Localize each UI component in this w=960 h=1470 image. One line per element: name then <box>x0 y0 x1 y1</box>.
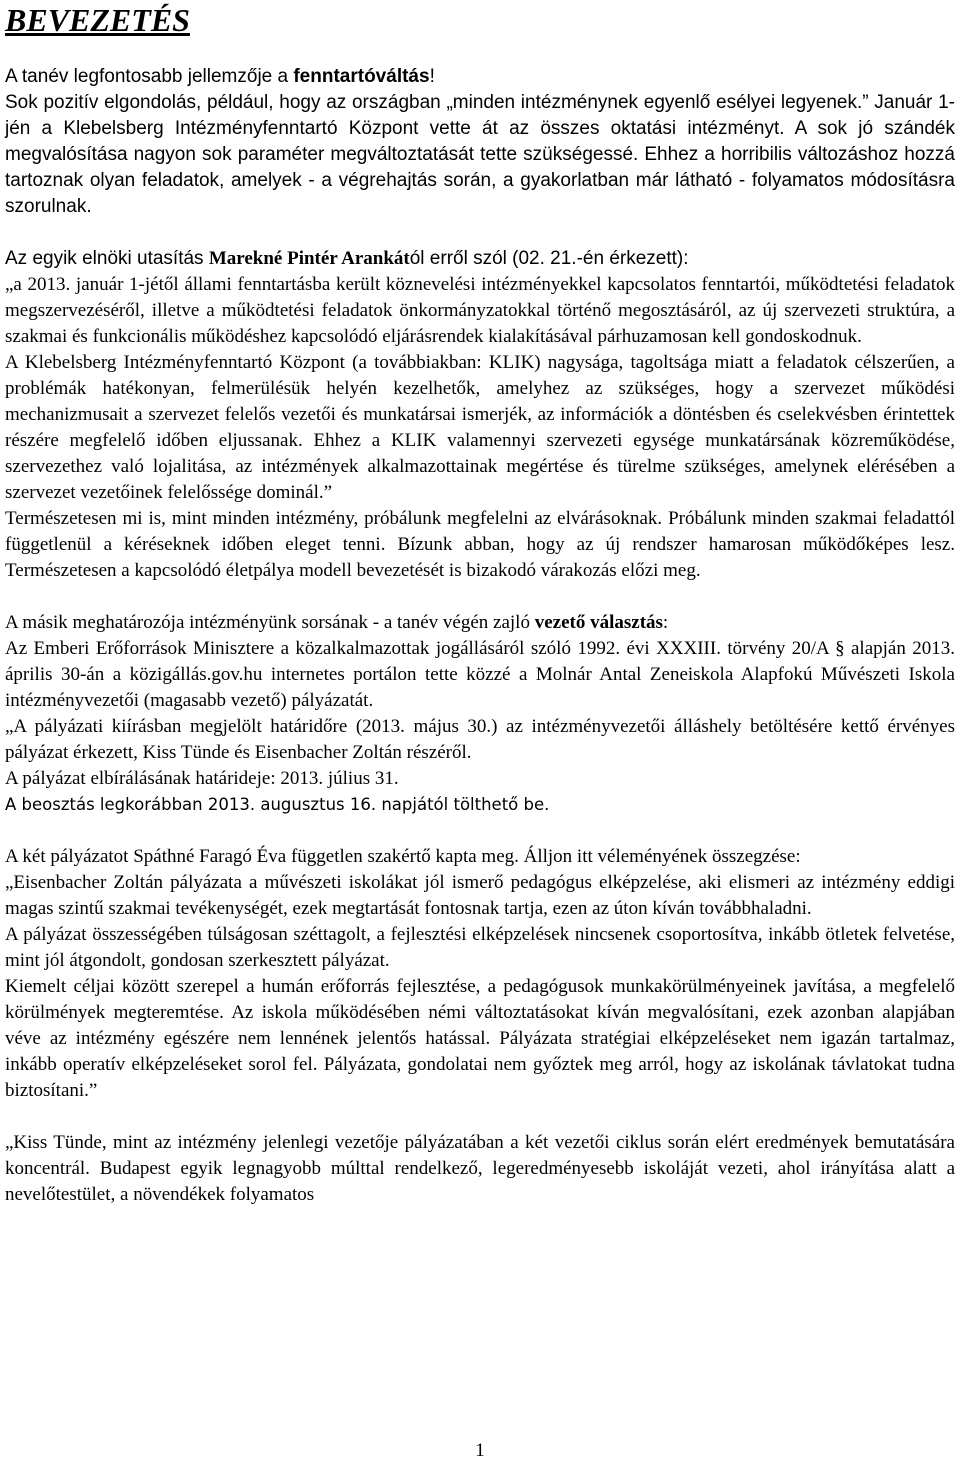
review-quote-3: Kiemelt céljai között szerepel a humán erőforrás fejlesztése, a pedagógusok munkakörülményeinek javítása, a megfelelő körülmények megteremtése. Az iskola működésében némi változtatásokat kíván megvalósítani, ezek azonban alapjában véve az intézmény egészére nem lennének jelentős hatással. Pályázata stratégiai elképzeléseket nem igazán tartalmaz, inkább operatív elképzeléseket sorol fel. Pályázata, gondolatai nem győztek meg arról, hogy az iskolának távlatokat tudna biztosítani.” <box>5 976 955 1101</box>
appointment-line: A beosztás legkorábban 2013. augusztus 16. napjától tölthető be. <box>5 795 550 814</box>
spacer <box>5 220 955 246</box>
review-intro: A két pályázatot Spáthné Faragó Éva független szakértő kapta meg. Álljon itt véleményének összegzése: <box>5 846 801 867</box>
deadline-line: A pályázat elbírálásának határideje: 2013. július 31. <box>5 768 399 789</box>
selection-intro <box>5 610 955 636</box>
document-page <box>5 0 955 1208</box>
page-number: 1 <box>475 1440 485 1461</box>
response-paragraph: Természetesen mi is, mint minden intézmény, próbálunk megfelelni az elvárásoknak. Próbálunk minden szakmai feladattól függetlenül a kéréseknek időben eleget tenni. Bízunk abban, hogy az új rendszer hamarosan működőképes lesz. Természetesen a kapcsolódó életpálya modell bevezetését is bizakodó várakozás előzi meg. <box>5 508 955 581</box>
intro-keyword: fenntartóváltás <box>293 66 430 87</box>
selection-colon: : <box>662 612 669 633</box>
selection-keyword-1: vezető <box>534 612 586 633</box>
directive-name: Marekné Pintér Arankát <box>208 248 410 269</box>
intro-punct: ! <box>429 66 435 87</box>
spacer <box>5 38 955 64</box>
spacer <box>5 818 955 844</box>
spacer <box>5 1104 955 1130</box>
ministry-paragraph: Az Emberi Erőforrások Minisztere a közalkalmazottak jogállásáról szóló 1992. évi XXXIII. törvény 20/A § alapján 2013. április 30-án a közigállás.gov.hu internetes portálon tette közzé a Molnár Antal Zeneiskola Alapfokú Művészeti Iskola intézményvezetői (magasabb vezető) pályázatát. <box>5 638 955 711</box>
selection-text: A másik meghatározója intézményünk sorsának - a tanév végén zajló <box>5 612 535 633</box>
intro-line <box>5 64 955 90</box>
intro-paragraph: Sok pozitív elgondolás, például, hogy az országban „minden intézménynek egyenlő esélyei legyenek.” Január 1-jén a Klebelsberg Intézményfenntartó Központ vette át az összes oktatási intézményt. A sok jó szándék megvalósítása nagyon sok paraméter megváltoztatását tette szükségessé. Ehhez a horribilis változáshoz hozzá tartoznak olyan feladatok, amelyek - a végrehajtás során, a gyakorlatban már látható - folyamatos módosításra szorulnak. <box>5 92 955 217</box>
directive-text-end: ól erről szól (02. 21.-én érkezett): <box>409 248 689 269</box>
directive-text: Az egyik elnöki utasítás <box>5 248 209 269</box>
klik-paragraph: A Klebelsberg Intézményfenntartó Központ (a továbbiakban: KLIK) nagysága, tagoltsága miatt a feladatok célszerűen, a problémák hatékonyan, felmerülésük helyén kezelhetők, amelyhez az szükséges, hogy a szervezet működési mechanizmusait a szervezet felelős vezetői és munkatársai ismerjék, az információk a döntésben és cselekvésben érintettek részére megfelelő időben eljussanak. Ehhez a KLIK valamennyi szervezeti egysége munkatársának közreműködése, szervezethez való lojalitása, az intézmények alkalmazottainak megértése és türelme szükséges, amelynek elérésében a szervezet vezetőinek felelőssége dominál.” <box>5 352 955 503</box>
spacer <box>5 584 955 610</box>
applications-paragraph: „A pályázati kiírásban megjelölt határidőre (2013. május 30.) az intézményvezetői álláshely betöltésére kettő érvényes pályázat érkezett, Kiss Tünde és Eisenbacher Zoltán részéről. <box>5 716 955 763</box>
page-title: BEVEZETÉS <box>5 2 190 38</box>
review-quote-2: A pályázat összességében túlságosan széttagolt, a fejlesztési elképzelések nincsenek csoportosítva, inkább ötletek felvetése, mint jól átgondolt, gondosan szerkesztett pályázat. <box>5 924 955 971</box>
review-quote-4: „Kiss Tünde, mint az intézmény jelenlegi vezetője pályázatában a két vezetői ciklus során elért eredmények bemutatására koncentrál. Budapest egyik legnagyobb múlttal rendelkező, legeredményesebb iskoláját vezeti, ahol irányítása alatt a nevelőtestület, a növendékek folyamatos <box>5 1132 955 1205</box>
review-quote-1: „Eisenbacher Zoltán pályázata a művészeti iskolákat jól ismerő pedagógus elképzelése, aki elismeri az intézmény eddigi magas szintű szakmai tevékenységét, ezek megtartását fontosnak tartja, ezen az úton kíván továbbhaladni. <box>5 872 955 919</box>
directive-quote: „a 2013. január 1-jétől állami fenntartásba került köznevelési intézményekkel kapcsolatos fenntartói, működtetési feladatok megszervezéséről, illetve a működtetési feladatok önkormányzatokkal történő megosztásáról, az új szervezeti struktúra, a szakmai és funkcionális működéshez kapcsolódó eljárásrendek kialakításával párhuzamosan kell gondoskodnuk. <box>5 274 955 347</box>
directive-intro <box>5 246 955 272</box>
intro-text: A tanév legfontosabb jellemzője a <box>5 66 294 87</box>
selection-keyword-2: választás <box>590 612 663 633</box>
